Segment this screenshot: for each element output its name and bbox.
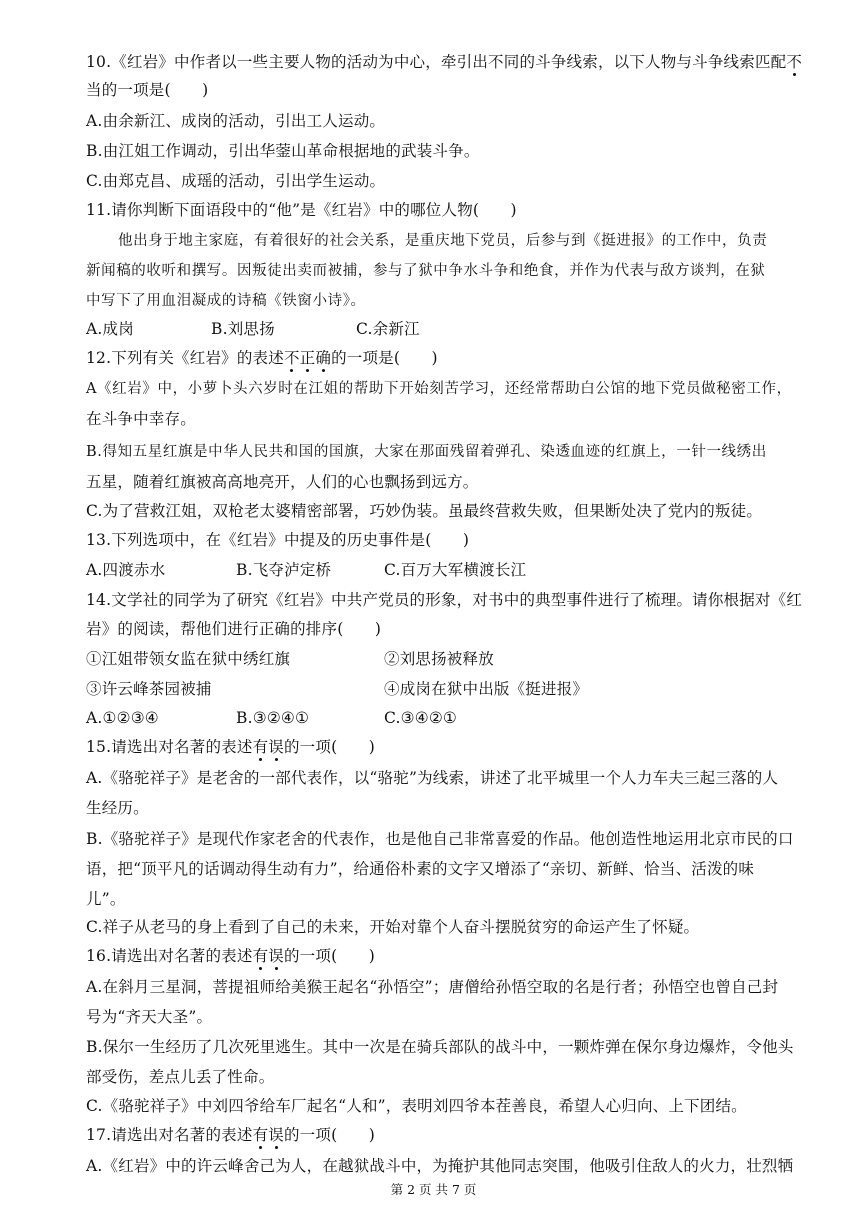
q10-stem-line-1 [86, 52, 802, 72]
q16-option-a-line-1: A.在斜月三星洞，菩提祖师给美猴王起名“孙悟空”；唐僧给孙悟空取的名是行者；孙悟空也曾自己封 [86, 978, 779, 996]
q17-emphasis-char: 误 [268, 1126, 284, 1144]
q15-option-c: C.祥子从老马的身上看到了自己的未来，开始对靠个人奋斗摆脱贫穷的命运产生了怀疑。 [86, 918, 700, 936]
q10-option-c: C.由郑克昌、成瑶的活动，引出学生运动。 [86, 172, 386, 190]
q10-emphasis-char: 不 [786, 53, 803, 71]
q15-emphasis-char: 有 [252, 738, 269, 756]
q11-option-c: C.余新江 [356, 320, 420, 338]
page-number-footer: 第 2 页 共 7 页 [390, 1182, 477, 1197]
q15-option-b-line-2: 语，把“顶平凡的话调动得生动有力”，给通俗朴素的文字又增添了“亲切、新鲜、恰当、活泼的味 [86, 860, 755, 878]
q15-stem-prefix: 15.请选出对名著的表述 [86, 738, 253, 756]
q16-option-b-line-2: 部受伤，差点儿丢了性命。 [86, 1068, 275, 1086]
q15-stem-suffix: 的一项( ) [283, 738, 375, 756]
q14-option-b: B.③②④① [236, 709, 310, 727]
q10-option-b: B.由江姐工作调动，引出华蓥山革命根据地的武装斗争。 [86, 142, 480, 160]
q12-stem [86, 348, 438, 368]
q10-stem-text: 10.《红岩》中作者以一些主要人物的活动为中心，牵引出不同的斗争线索，以下人物与斗争线索匹配不 [86, 53, 803, 71]
q11-option-b: B.刘思扬 [211, 320, 275, 338]
q15-option-b-line-1: B.《骆驼祥子》是现代作家老舍的代表作，也是他自己非常喜爱的作品。他创造性地运用北京市民的口 [86, 830, 794, 848]
q13-option-c: C.百万大军横渡长江 [384, 561, 527, 579]
q17-emphasis-char: 有 [252, 1126, 269, 1144]
q16-emphasis-char: 有 [252, 947, 269, 965]
q15-stem [86, 737, 375, 757]
q11-option-a: A.成岗 [86, 320, 134, 338]
q14-item-1: ①江姐带领女监在狱中绣红旗 [86, 650, 291, 668]
q13-stem: 13.下列选项中，在《红岩》中提及的历史事件是( ) [86, 531, 470, 549]
q16-stem [86, 946, 375, 966]
q17-stem-suffix: 的一项( ) [283, 1126, 375, 1144]
q14-stem-line-1: 14.文学社的同学为了研究《红岩》中共产党员的形象，对书中的典型事件进行了梳理。请你根据对《红 [86, 591, 803, 609]
q12-option-a-line-1: A《红岩》中，小萝卜头六岁时在江姐的帮助下开始刻苦学习，还经常帮助白公馆的地下党员做秘密工作， [86, 381, 792, 397]
q12-option-b-line-1: B.得知五星红旗是中华人民共和国的国旗，大家在那面残留着弹孔、染透血迹的红旗上，一针一线绣出 [86, 444, 767, 460]
q16-emphasis-char: 误 [268, 947, 284, 965]
q12-option-b-line-2: 五星，随着红旗被高高地亮开，人们的心也飘扬到远方。 [86, 473, 479, 491]
q14-stem-line-2: 岩》的阅读，帮他们进行正确的排序( ) [86, 620, 382, 638]
q16-stem-suffix: 的一项( ) [283, 947, 375, 965]
q15-emphasis-char: 误 [268, 738, 284, 756]
q10-stem-line-2: 当的一项是( ) [86, 81, 209, 99]
q15-option-a-line-2: 生经历。 [86, 799, 149, 817]
q14-item-3: ③许云峰茶园被捕 [86, 680, 212, 698]
q12-emphasis-char: 不 [283, 349, 300, 367]
q11-stem: 11.请你判断下面语段中的“他”是《红岩》中的哪位人物( ) [86, 201, 517, 219]
q11-passage-line-1: 他出身于地主家庭，有着很好的社会关系，是重庆地下党员，后参与到《挺进报》的工作中，负责 [118, 233, 768, 249]
q17-stem [86, 1125, 375, 1145]
q17-stem-prefix: 17.请选出对名著的表述 [86, 1126, 253, 1144]
q11-passage-line-3: 中写下了用血泪凝成的诗稿《铁窗小诗》。 [86, 293, 366, 309]
q12-stem-suffix: 的一项是( ) [331, 349, 438, 367]
q16-option-c: C.《骆驼祥子》中刘四爷给车厂起名“人和”，表明刘四爷本茬善良，希望人心归向、上下团结。 [86, 1097, 747, 1115]
q13-option-a: A.四渡赤水 [86, 561, 166, 579]
q16-option-a-line-2: 号为“齐天大圣”。 [86, 1008, 213, 1026]
q12-option-c: C.为了营救江姐，双枪老太婆精密部署，巧妙伪装。虽最终营救失败，但果断处决了党内的叛徒。 [86, 502, 763, 520]
q16-stem-prefix: 16.请选出对名著的表述 [86, 947, 253, 965]
q17-option-a-line-1: A.《红岩》中的许云峰舍己为人，在越狱战斗中，为掩护其他同志突围，他吸引住敌人的火力，壮烈牺 [86, 1157, 794, 1175]
q10-option-a: A.由余新江、成岗的活动，引出工人运动。 [86, 112, 386, 130]
q12-stem-prefix: 12.下列有关《红岩》的表述 [86, 349, 284, 367]
q12-emphasis-char: 确 [315, 349, 332, 367]
q14-item-4: ④成岗在狱中出版《挺进报》 [384, 680, 589, 698]
q12-emphasis-char: 正 [299, 349, 316, 367]
q11-passage-line-2: 新闻稿的收听和撰写。因叛徒出卖而被捕，参与了狱中争水斗争和绝食，并作为代表与敌方谈判，在狱 [86, 263, 766, 279]
q15-option-b-line-3: 儿”。 [86, 890, 126, 908]
q13-option-b: B.飞夺泸定桥 [236, 561, 332, 579]
q16-option-b-line-1: B.保尔一生经历了几次死里逃生。其中一次是在骑兵部队的战斗中，一颗炸弹在保尔身边爆炸，令他头 [86, 1038, 794, 1056]
q15-option-a-line-1: A.《骆驼祥子》是老舍的一部代表作，以“骆驼”为线索，讲述了北平城里一个人力车夫三起三落的人 [86, 769, 779, 787]
q14-option-c: C.③④②① [384, 709, 458, 727]
q14-item-2: ②刘思扬被释放 [384, 650, 494, 668]
q14-option-a: A.①②③④ [86, 709, 159, 727]
q12-option-a-line-2: 在斗争中幸存。 [86, 410, 196, 428]
